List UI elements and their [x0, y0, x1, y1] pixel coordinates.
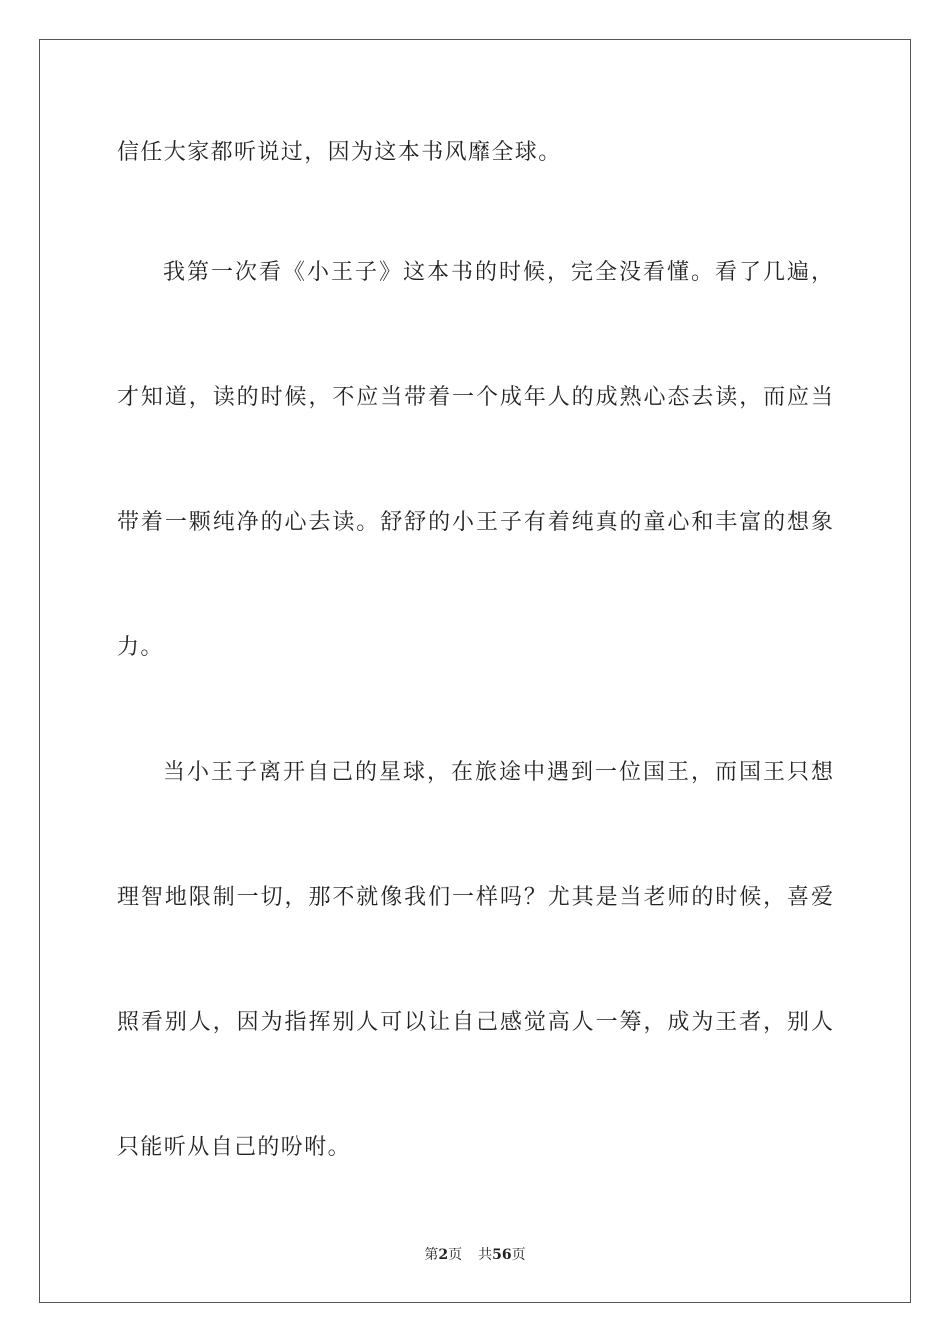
text-line-3: 才知道，读的时候，不应当带着一个成年人的成熟心态去读，而应当	[117, 385, 833, 410]
page-unit: 页	[448, 1247, 463, 1263]
text-line-6: 当小王子离开自己的星球，在旅途中遇到一位国王，而国王只想	[163, 760, 833, 785]
page-frame	[39, 39, 911, 1303]
total-prefix: 共	[478, 1247, 493, 1263]
page-number: 2	[438, 1247, 449, 1263]
text-line-7: 理智地限制一切，那不就像我们一样吗？尤其是当老师的时候，喜爱	[117, 885, 833, 910]
text-line-8: 照看别人，因为指挥别人可以让自己感觉高人一筹，成为王者，别人	[117, 1010, 833, 1035]
page-footer	[0, 1246, 950, 1264]
text-line-9: 只能听从自己的吩咐。	[117, 1135, 352, 1160]
text-line-1: 信任大家都听说过，因为这本书风靡全球。	[117, 140, 562, 165]
page-prefix: 第	[424, 1247, 439, 1263]
text-line-2: 我第一次看《小王子》这本书的时候，完全没看懂。看了几遍，	[163, 260, 833, 285]
text-line-5: 力。	[117, 635, 164, 660]
total-pages: 56	[492, 1247, 512, 1263]
total-unit: 页	[511, 1247, 526, 1263]
text-line-4: 带着一颗纯净的心去读。舒舒的小王子有着纯真的童心和丰富的想象	[117, 510, 833, 535]
